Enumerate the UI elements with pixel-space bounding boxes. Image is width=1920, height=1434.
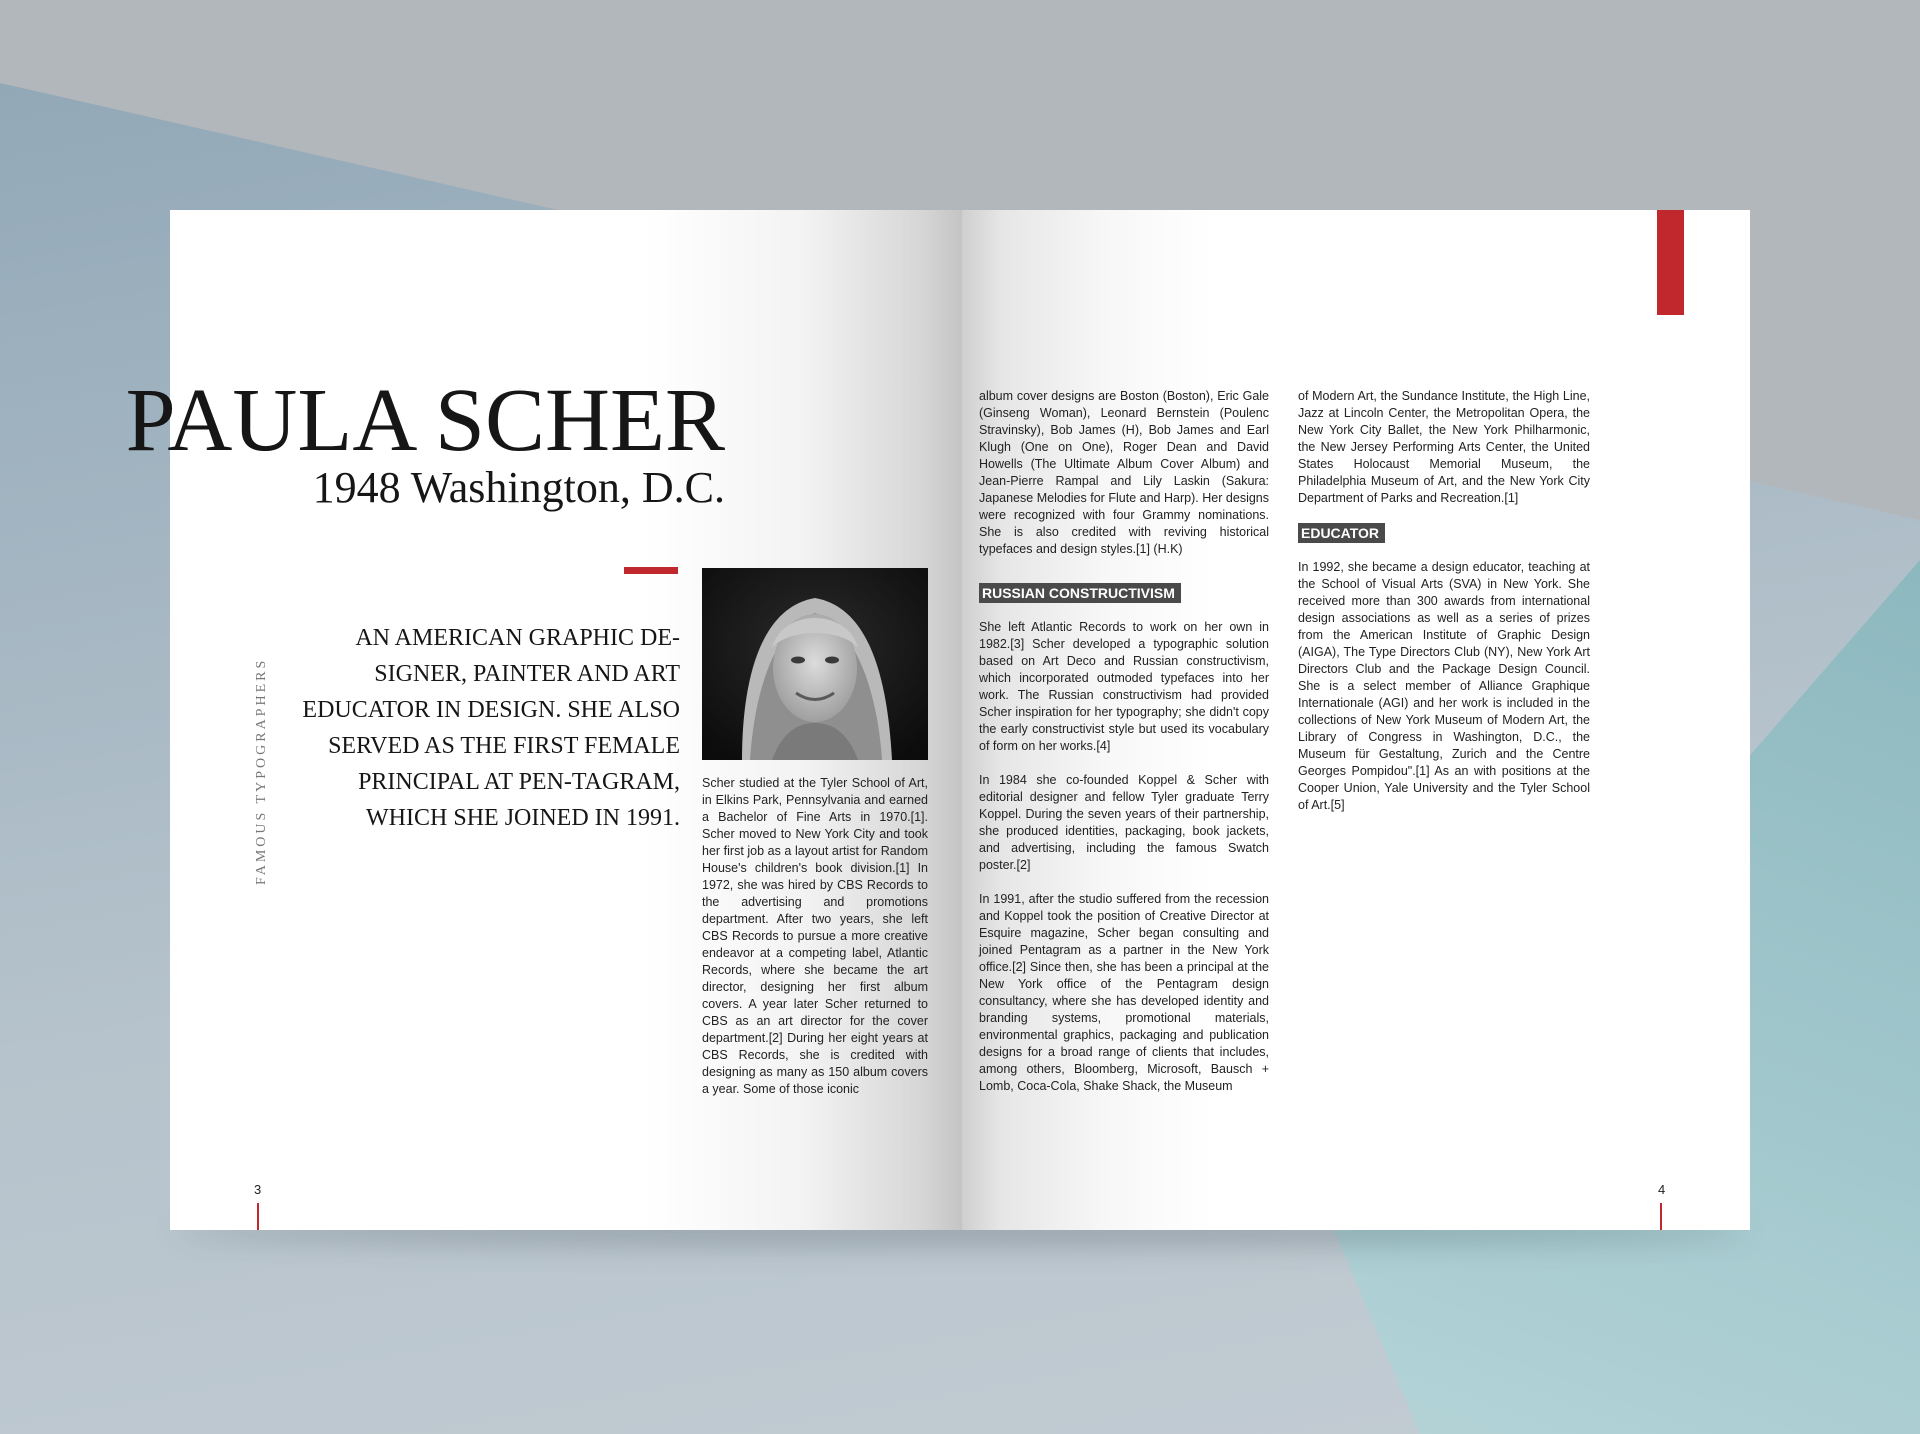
- article-title: PAULA SCHER: [125, 371, 725, 470]
- page-number-right: 4: [1658, 1182, 1666, 1197]
- red-accent-rule: [624, 567, 678, 574]
- left-text-column: [702, 775, 928, 1098]
- right-text-column-1: [979, 388, 1269, 1095]
- body-paragraph: album cover designs are Boston (Boston), Eric Gale (Ginseng Woman), Leonard Bernstein (Poulenc Stravinsky), Bob James (H), Bob James and Earl Klugh (One on One), Roger Dean and David Howells (The Ultimate Album Cover Album) and Jean-Pierre Rampal and Lily Laskin (Sakura: Japanese Melodies for Flute and Harp). Her designs were recognized with four Grammy nominations. She is also credited with reviving historical typefaces and design styles.[1] (H.K): [979, 389, 1269, 556]
- section-heading-russian-constructivism: RUSSIAN CONSTRUCTIVISM: [979, 583, 1181, 603]
- page-number-left: 3: [254, 1182, 262, 1197]
- intro-pull-quote: AN AMERICAN GRAPHIC DE-SIGNER, PAINTER AND ART EDUCATOR IN DESIGN. SHE ALSO SERVED AS THE FIRST FEMALE PRINCIPAL AT PEN-TAGRAM, WHICH SHE JOINED IN 1991.: [302, 625, 680, 831]
- body-paragraph: Scher studied at the Tyler School of Art, in Elkins Park, Pennsylvania and earned a Bachelor of Fine Arts in 1970.[1]. Scher moved to New York City and took her first job as a layout artist for Random House's children's book division.[1] In 1972, she was hired by CBS Records to the advertising and promotions department. After two years, she left CBS Records to pursue a more creative endeavor at a competing label, Atlantic Records, where she became the art director, designing her first album covers. A year later Scher returned to CBS as an art director for the cover department.[2] During her eight years at CBS Records, she is credited with designing as many as 150 album covers a year. Some of those iconic: [702, 776, 928, 1096]
- body-paragraph: In 1991, after the studio suffered from the recession and Koppel took the position of Creative Director at Esquire magazine, Scher began consulting and joined Pentagram as a partner in the New York office.[2] Since then, she has been a principal at the New York office of the Pentagram design consultancy, where she has developed identity and branding systems, promotional materials, environmental graphics, packaging and publication designs for a broad range of clients that includes, among others, Bloomberg, Microsoft, Bausch + Lomb, Coca-Cola, Shake Shack, the Museum: [979, 892, 1269, 1093]
- page-tick-left: [257, 1203, 259, 1230]
- portrait-photo: [702, 568, 928, 760]
- page-tick-right: [1660, 1203, 1662, 1230]
- body-paragraph: of Modern Art, the Sundance Institute, the High Line, Jazz at Lincoln Center, the Metropolitan Opera, the New York City Ballet, the New York Philharmonic, the New Jersey Performing Arts Center, the United States Holocaust Memorial Museum, the Philadelphia Museum of Art, and the New York City Department of Parks and Recreation.[1]: [1298, 389, 1590, 505]
- left-page: [125, 210, 962, 1230]
- body-paragraph: In 1992, she became a design educator, teaching at the School of Visual Arts (SVA) in New York. She received more than 300 awards from international design associations as well as a series of prizes from the American Institute of Graphic Design (AIGA), The Type Directors Club (NY), New York Art Directors Club and the Package Design Council. She is a select member of Alliance Graphique Internationale (AGI) and her work is included in the collections of New York Museum of Modern Art, the Library of Congress in Washington, D.C., the Museum für Gestaltung, Zurich and the Centre Georges Pompidou".[1] As an with positions at the Cooper Union, Yale University and the Tyler School of Art.[5]: [1298, 560, 1590, 812]
- right-page: [962, 210, 1750, 1230]
- section-heading-educator: EDUCATOR: [1298, 523, 1385, 543]
- body-paragraph: In 1984 she co-founded Koppel & Scher with editorial designer and fellow Tyler graduate Terry Koppel. During the seven years of their partnership, she produced identities, packaging, book jackets, and advertising, including the famous Swatch poster.[2]: [979, 773, 1269, 872]
- right-text-column-2: [1298, 388, 1590, 814]
- red-bookmark-tab: [1657, 210, 1684, 315]
- body-paragraph: She left Atlantic Records to work on her own in 1982.[3] Scher developed a typographic solution based on Art Deco and Russian constructivism, which incorporated outmoded typefaces into her work. The Russian constructivism had provided Scher inspiration for her typography; she didn't copy the early constructivist style but used its vocabulary of form on her works.[4]: [979, 620, 1269, 753]
- article-subtitle: 1948 Washington, D.C.: [312, 463, 725, 512]
- series-side-label: FAMOUS TYPOGRAPHERS: [254, 657, 269, 885]
